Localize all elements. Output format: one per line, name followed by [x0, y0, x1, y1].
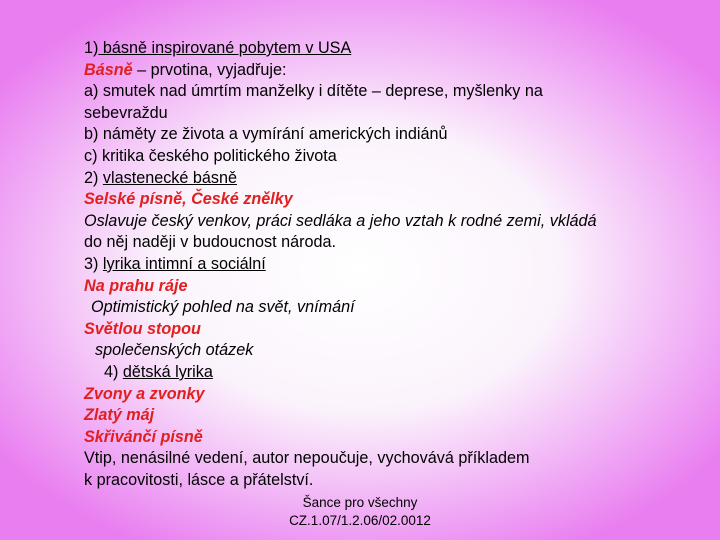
text-line: k pracovitosti, lásce a přátelství.	[84, 470, 314, 489]
section-heading: lyrika intimní a sociální	[102, 254, 266, 273]
text-line: Optimistický pohled na svět, vnímání	[91, 298, 355, 317]
text-line: Vtip, nenásilné vedení, autor nepoučuje, vychovává příkladem	[84, 449, 530, 468]
work-title: Na prahu ráje	[84, 276, 188, 295]
slide-footer	[0, 494, 720, 530]
text-line: b) náměty ze života a vymírání amerických indiánů	[84, 125, 448, 144]
work-title: Zlatý máj	[84, 406, 155, 425]
section-heading: dětská lyrika	[122, 362, 213, 381]
work-title: Zvony a zvonky	[84, 384, 205, 403]
slide-body	[84, 38, 704, 491]
line-text: – prvotina, vyjadřuje:	[132, 60, 287, 79]
footer-project-code: CZ.1.07/1.2.06/02.0012	[289, 513, 431, 528]
text-line: a) smutek nad úmrtím manželky i dítěte – deprese, myšlenky na	[84, 82, 543, 101]
list-number: 3)	[84, 254, 103, 273]
work-title: Selské písně, České znělky	[84, 190, 293, 209]
footer-project-name: Šance pro všechny	[302, 495, 418, 510]
work-title: Skřivánčí písně	[84, 427, 203, 446]
text-line: do něj naději v budoucnost národa.	[84, 233, 336, 252]
section-heading: vlastenecké básně	[102, 168, 237, 187]
heading-line-1	[84, 38, 704, 60]
heading-line-4	[84, 362, 704, 384]
text-line	[84, 60, 704, 82]
list-number: 4)	[104, 362, 123, 381]
work-title: Básně	[84, 60, 133, 79]
heading-line-3	[84, 254, 704, 276]
text-line: Oslavuje český venkov, práci sedláka a jeho vztah k rodné zemi, vkládá	[84, 211, 597, 230]
text-line: sebevraždu	[84, 103, 168, 122]
section-heading: básně inspirované pobytem v USA	[98, 39, 352, 57]
text-line: c) kritika českého politického života	[84, 146, 337, 165]
work-title: Světlou stopou	[84, 319, 201, 338]
text-line: společenských otázek	[95, 341, 254, 360]
list-number: 1)	[84, 39, 99, 57]
heading-line-2	[84, 168, 704, 190]
list-number: 2)	[84, 168, 103, 187]
